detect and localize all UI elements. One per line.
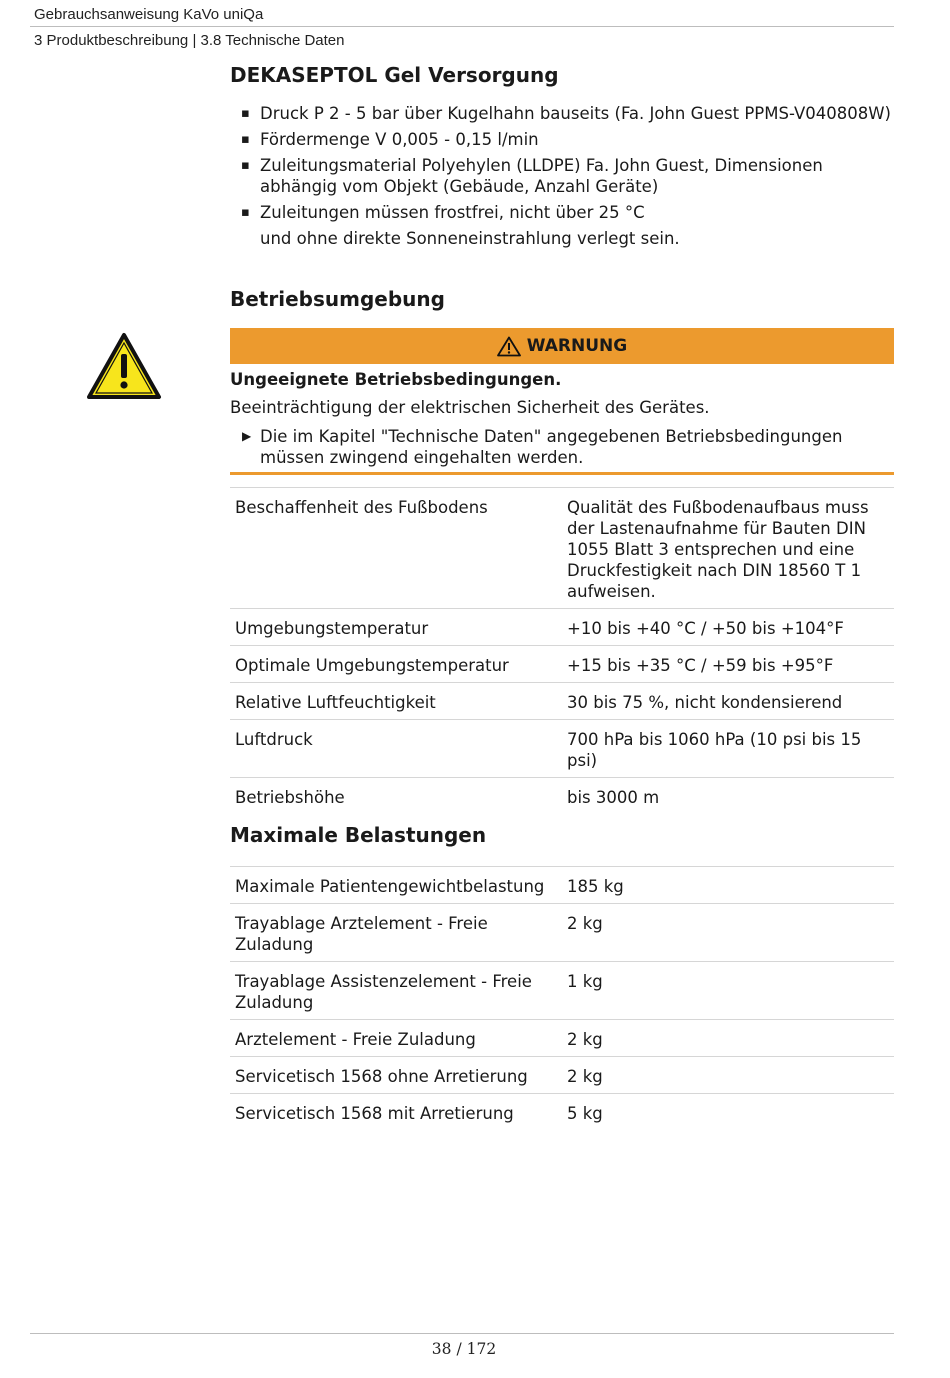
dekaseptol-heading: DEKASEPTOL Gel Versorgung bbox=[230, 63, 559, 87]
load-table bbox=[230, 866, 894, 1130]
table-row bbox=[230, 1057, 894, 1094]
row-key: Optimale Umgebungstemperatur bbox=[230, 646, 562, 683]
row-value: 30 bis 75 %, nicht kondensierend bbox=[562, 683, 894, 720]
row-key: Beschaffenheit des Fußbodens bbox=[230, 488, 562, 609]
row-key: Trayablage Arztelement - Freie Zuladung bbox=[230, 904, 562, 962]
document-title: Gebrauchsanweisung KaVo uniQa bbox=[34, 6, 264, 23]
list-item: ▪ Druck P 2 - 5 bar über Kugelhahn bauseits (Fa. John Guest PPMS-V040808W) bbox=[241, 104, 891, 123]
row-key: Maximale Patientengewichtbelastung bbox=[230, 867, 562, 904]
warning-small-icon bbox=[497, 336, 521, 357]
warning-title: Ungeeignete Betriebsbedingungen. bbox=[230, 370, 562, 389]
row-key: Arztelement - Freie Zuladung bbox=[230, 1020, 562, 1057]
page-number: 38 / 172 bbox=[431, 1340, 497, 1358]
warning-action: ▶ Die im Kapitel "Technische Daten" angegebenen Betriebsbedingungen müssen zwingend eingehalten werden. bbox=[242, 427, 843, 467]
row-key: Servicetisch 1568 ohne Arretierung bbox=[230, 1057, 562, 1094]
list-item: ▪ Zuleitungen müssen frostfrei, nicht über 25 °C bbox=[241, 203, 645, 222]
row-key: Luftdruck bbox=[230, 720, 562, 778]
warning-divider bbox=[230, 472, 894, 475]
dekaseptol-section bbox=[230, 63, 894, 249]
table-row bbox=[230, 683, 894, 720]
row-value: +15 bis +35 °C / +59 bis +95°F bbox=[562, 646, 894, 683]
table-row bbox=[230, 867, 894, 904]
row-value: 185 kg bbox=[562, 867, 894, 904]
table-row bbox=[230, 1020, 894, 1057]
header-divider bbox=[30, 26, 894, 27]
list-item: ▪ Zuleitungsmaterial Polyehylen (LLDPE) Fa. John Guest, Dimensionen abhängig vom Objekt (Gebäude, Anzahl Geräte) bbox=[241, 156, 823, 196]
row-value: 2 kg bbox=[562, 1057, 894, 1094]
row-key: Trayablage Assistenzelement - Freie Zuladung bbox=[230, 962, 562, 1020]
row-value: 2 kg bbox=[562, 904, 894, 962]
table-row bbox=[230, 1094, 894, 1131]
betriebsumgebung-heading: Betriebsumgebung bbox=[230, 287, 445, 311]
table-row bbox=[230, 962, 894, 1020]
warning-banner bbox=[230, 328, 894, 364]
row-key: Servicetisch 1568 mit Arretierung bbox=[230, 1094, 562, 1131]
row-key: Relative Luftfeuchtigkeit bbox=[230, 683, 562, 720]
warning-text: Beeinträchtigung der elektrischen Sicherheit des Gerätes. bbox=[230, 398, 710, 417]
row-value: bis 3000 m bbox=[562, 778, 894, 815]
footer-divider bbox=[30, 1333, 894, 1334]
row-value: 2 kg bbox=[562, 1020, 894, 1057]
row-value: 1 kg bbox=[562, 962, 894, 1020]
environment-table bbox=[230, 487, 894, 814]
list-item: ▪ Fördermenge V 0,005 - 0,15 l/min bbox=[241, 130, 539, 149]
row-key: Betriebshöhe bbox=[230, 778, 562, 815]
row-value: +10 bis +40 °C / +50 bis +104°F bbox=[562, 609, 894, 646]
row-value: 700 hPa bis 1060 hPa (10 psi bis 15 psi) bbox=[562, 720, 894, 778]
table-row bbox=[230, 488, 894, 609]
warning-triangle-icon bbox=[86, 332, 162, 400]
table-row bbox=[230, 609, 894, 646]
list-continuation: und ohne direkte Sonneneinstrahlung verlegt sein. bbox=[260, 229, 680, 248]
dekaseptol-list bbox=[230, 103, 894, 223]
arrow-right-icon: ▶ bbox=[242, 429, 252, 443]
breadcrumb: 3 Produktbeschreibung | 3.8 Technische Daten bbox=[34, 32, 345, 49]
table-row bbox=[230, 720, 894, 778]
row-key: Umgebungstemperatur bbox=[230, 609, 562, 646]
belastungen-heading: Maximale Belastungen bbox=[230, 823, 487, 847]
warning-label: WARNUNG bbox=[526, 336, 628, 356]
table-row bbox=[230, 646, 894, 683]
table-row bbox=[230, 904, 894, 962]
row-value: Qualität des Fußbodenaufbaus muss der Lastenaufnahme für Bauten DIN 1055 Blatt 3 entsprechen und eine Druckfestigkeit nach DIN 18560 T 1 aufweisen. bbox=[562, 488, 894, 609]
row-value: 5 kg bbox=[562, 1094, 894, 1131]
table-row bbox=[230, 778, 894, 815]
